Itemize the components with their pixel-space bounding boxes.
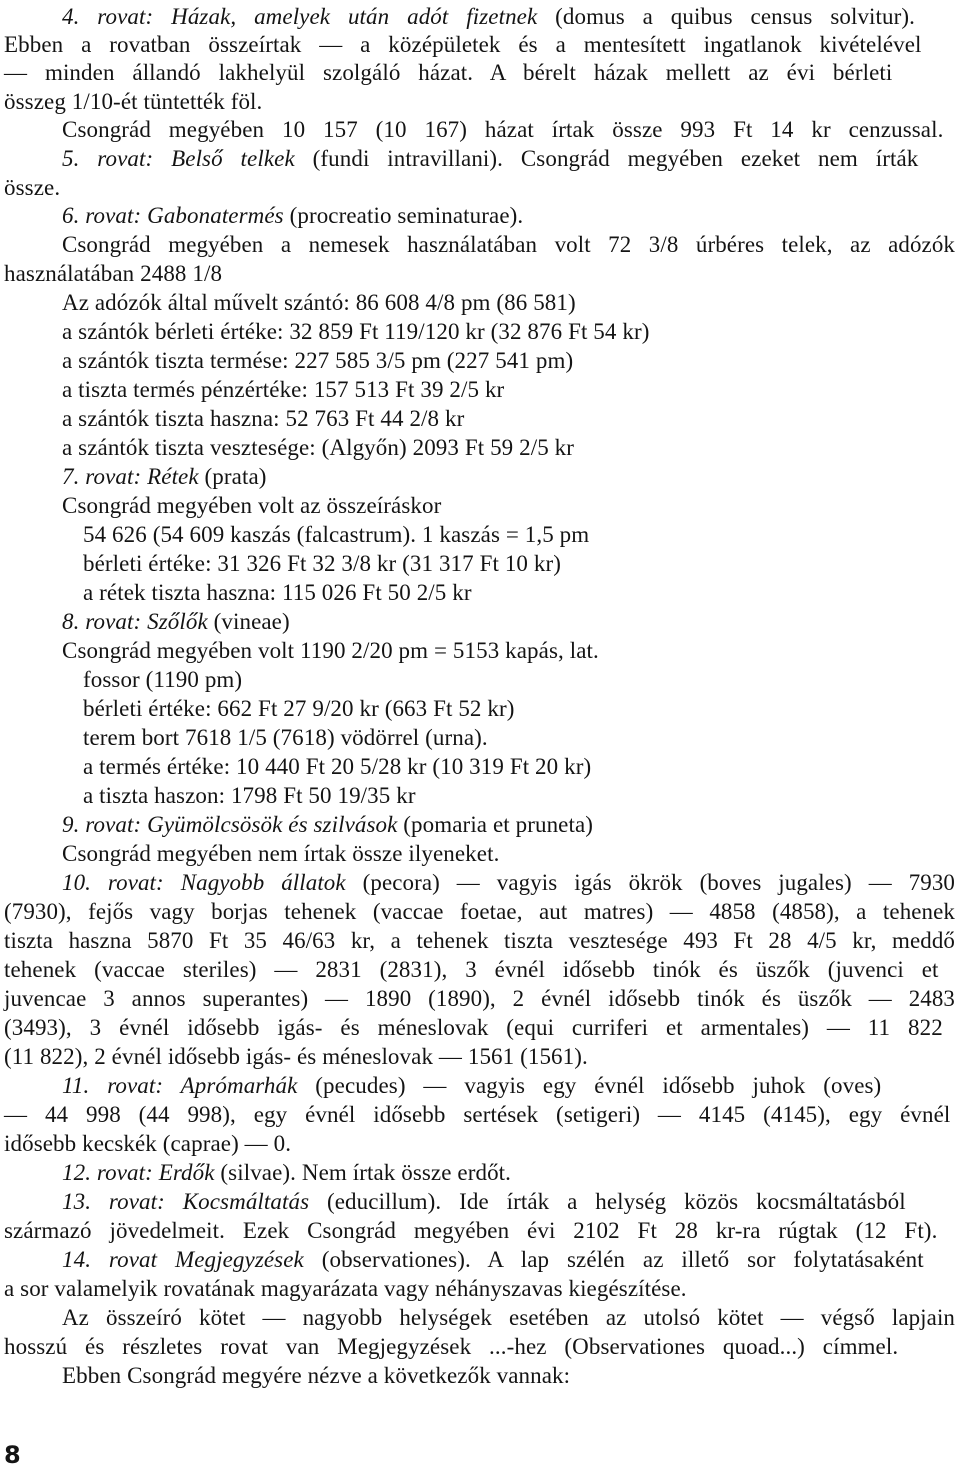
- text-line: [62, 869, 955, 897]
- section-heading: 8. rovat: Szőlők: [62, 609, 208, 634]
- text-run: tehenek (vaccae steriles) — 2831 (2831), 3 évnél idősebb tinók és üszők (juvenci et: [4, 957, 939, 982]
- text-run: Ebben a rovatban összeírtak — a középületek és a mentesített ingatlanok kivételével: [4, 32, 922, 57]
- text-line: [83, 666, 242, 694]
- text-run: a sor valamelyik rovatának magyarázata vagy néhányszavas kiegészítése.: [4, 1276, 687, 1301]
- text-line: [62, 463, 267, 491]
- text-run: Csongrád megyében volt 1190 2/20 pm = 5153 kapás, lat.: [62, 638, 599, 663]
- text-run: idősebb kecskék (caprae) — 0.: [4, 1131, 292, 1156]
- text-line: [62, 840, 499, 868]
- text-line: [62, 231, 955, 259]
- page-number: 8: [4, 1441, 21, 1469]
- text-run: (educillum). Ide írták a helység közös kocsmáltatásból: [309, 1189, 906, 1214]
- text-line: [62, 1246, 924, 1274]
- text-line: [62, 376, 504, 404]
- text-line: [62, 1304, 955, 1332]
- text-run: össze.: [4, 175, 61, 200]
- text-run: tiszta haszna 5870 Ft 35 46/63 kr, a tehenek tiszta vesztesége 493 Ft 28 4/5 kr, meddő: [4, 928, 955, 953]
- text-run: a szántók tiszta vesztesége: (Algyőn) 2093 Ft 59 2/5 kr: [62, 435, 575, 460]
- text-run: (3493), 3 évnél idősebb igás- és méneslovak (equi curriferi et armentales) — 11 822: [4, 1015, 943, 1040]
- text-line: [62, 289, 576, 317]
- text-line: [62, 116, 943, 144]
- text-line: [62, 1188, 906, 1216]
- text-line: [4, 985, 955, 1013]
- text-run: terem bort 7618 1/5 (7618) vödörrel (urna).: [83, 725, 488, 750]
- text-line: [4, 956, 939, 984]
- text-line: [62, 347, 573, 375]
- text-line: [4, 927, 955, 955]
- text-run: a szántók tiszta termése: 227 585 3/5 pm (227 541 pm): [62, 348, 574, 373]
- text-line: [4, 1275, 687, 1303]
- section-heading: 12. rovat: Erdők: [62, 1160, 215, 1185]
- text-line: [4, 1130, 291, 1158]
- text-run: — minden állandó lakhelyül szolgáló házat. A bérelt házak mellett az évi bérleti: [4, 60, 893, 85]
- text-run: a rétek tiszta haszna: 115 026 Ft 50 2/5 kr: [83, 580, 472, 605]
- text-line: [83, 579, 472, 607]
- text-run: (pecora) — vagyis igás ökrök (boves jugales) — 7930: [345, 870, 955, 895]
- text-run: (pomaria et pruneta): [397, 812, 594, 837]
- text-run: juvencae 3 annos superantes) — 1890 (1890), 2 évnél idősebb tinók és üszők — 2483: [4, 986, 955, 1011]
- text-run: a tiszta termés pénzértéke: 157 513 Ft 39 2/5 kr: [62, 377, 505, 402]
- text-line: [4, 898, 955, 926]
- text-line: [4, 260, 222, 288]
- section-heading: 4. rovat: Házak, amelyek után adót fizetnek: [62, 4, 538, 29]
- text-line: [4, 59, 892, 87]
- text-run: használatában 2488 1/8: [4, 261, 223, 286]
- text-run: a tiszta haszon: 1798 Ft 50 19/35 kr: [83, 783, 416, 808]
- section-heading: 11. rovat: Aprómarhák: [62, 1073, 298, 1098]
- text-line: [83, 695, 515, 723]
- text-line: [62, 637, 599, 665]
- text-run: Az adózók által művelt szántó: 86 608 4/8 pm (86 581): [62, 290, 576, 315]
- text-line: [62, 811, 593, 839]
- text-run: (fundi intravillani). Csongrád megyében ezeket nem írták: [294, 146, 919, 171]
- text-run: (silvae). Nem írtak össze erdőt.: [214, 1160, 512, 1185]
- text-run: — 44 998 (44 998), egy évnél idősebb sertések (setigeri) — 4145 (4145), egy évnél: [4, 1102, 951, 1127]
- text-line: [4, 1333, 898, 1361]
- text-line: [62, 608, 290, 636]
- text-line: [4, 1043, 588, 1071]
- text-run: a termés értéke: 10 440 Ft 20 5/28 kr (10 319 Ft 20 kr): [83, 754, 592, 779]
- text-line: [83, 724, 488, 752]
- section-heading: 13. rovat: Kocsmáltatás: [62, 1189, 310, 1214]
- text-run: (vineae): [207, 609, 290, 634]
- text-line: [4, 31, 922, 59]
- section-heading: 9. rovat: Gyümölcsösök és szilvások: [62, 812, 398, 837]
- section-heading: 7. rovat: Rétek: [62, 464, 199, 489]
- section-heading: 10. rovat: Nagyobb állatok: [62, 870, 346, 895]
- text-run: (7930), fejős vagy borjas tehenek (vaccae foetae, aut matres) — 4858 (4858), a tehenek: [4, 899, 955, 924]
- text-run: Csongrád megyében nem írtak össze ilyeneket.: [62, 841, 500, 866]
- text-line: [62, 492, 441, 520]
- text-line: [62, 434, 574, 462]
- text-line: [4, 174, 60, 202]
- text-line: [62, 3, 915, 31]
- text-run: bérleti értéke: 31 326 Ft 32 3/8 kr (31 317 Ft 10 kr): [83, 551, 562, 576]
- section-heading: 5. rovat: Belső telkek: [62, 146, 295, 171]
- text-run: a szántók tiszta haszna: 52 763 Ft 44 2/8 kr: [62, 406, 465, 431]
- text-run: 54 626 (54 609 kaszás (falcastrum). 1 kaszás = 1,5 pm: [83, 522, 590, 547]
- text-run: (pecudes) — vagyis egy évnél idősebb juhok (oves): [297, 1073, 882, 1098]
- text-line: [83, 753, 591, 781]
- text-run: Ebben Csongrád megyére nézve a következők vannak:: [62, 1363, 571, 1388]
- text-run: (11 822), 2 évnél idősebb igás- és méneslovak — 1561 (1561).: [4, 1044, 588, 1069]
- text-line: [4, 1217, 937, 1245]
- text-line: [83, 782, 416, 810]
- text-line: [62, 405, 464, 433]
- text-line: [62, 1159, 511, 1187]
- section-heading: 6. rovat: Gabonatermés: [62, 203, 284, 228]
- text-run: Csongrád megyében volt az összeíráskor: [62, 493, 442, 518]
- section-heading: 14. rovat Megjegyzések: [62, 1247, 304, 1272]
- text-run: származó jövedelmeit. Ezek Csongrád megyében évi 2102 Ft 28 kr-ra rúgtak (12 Ft).: [4, 1218, 938, 1243]
- text-run: (prata): [198, 464, 267, 489]
- text-run: (procreatio seminaturae).: [283, 203, 524, 228]
- text-line: [62, 1362, 570, 1390]
- text-line: [62, 145, 918, 173]
- text-run: (domus a quibus census solvitur).: [537, 4, 916, 29]
- text-run: (observationes). A lap szélén az illető sor folytatásaként: [303, 1247, 924, 1272]
- text-run: összeg 1/10-ét tüntették föl.: [4, 89, 263, 114]
- text-line: [62, 202, 523, 230]
- text-line: [4, 1101, 950, 1129]
- text-run: hosszú és részletes rovat van Megjegyzések ...-hez (Observationes quoad...) címmel.: [4, 1334, 899, 1359]
- text-run: Csongrád megyében 10 157 (10 167) házat írtak össze 993 Ft 14 kr cenzussal.: [62, 117, 944, 142]
- text-run: Az összeíró kötet — nagyobb helységek esetében az utolsó kötet — végső lapjain: [62, 1305, 955, 1330]
- text-run: bérleti értéke: 662 Ft 27 9/20 kr (663 Ft 52 kr): [83, 696, 515, 721]
- text-run: Csongrád megyében a nemesek használatában volt 72 3/8 úrbéres telek, az adózók: [62, 232, 955, 257]
- text-line: [62, 1072, 881, 1100]
- text-line: [83, 521, 589, 549]
- text-run: fossor (1190 pm): [83, 667, 243, 692]
- text-line: [62, 318, 649, 346]
- text-run: a szántók bérleti értéke: 32 859 Ft 119/120 kr (32 876 Ft 54 kr): [62, 319, 650, 344]
- text-line: [4, 88, 262, 116]
- text-line: [4, 1014, 943, 1042]
- text-line: [83, 550, 561, 578]
